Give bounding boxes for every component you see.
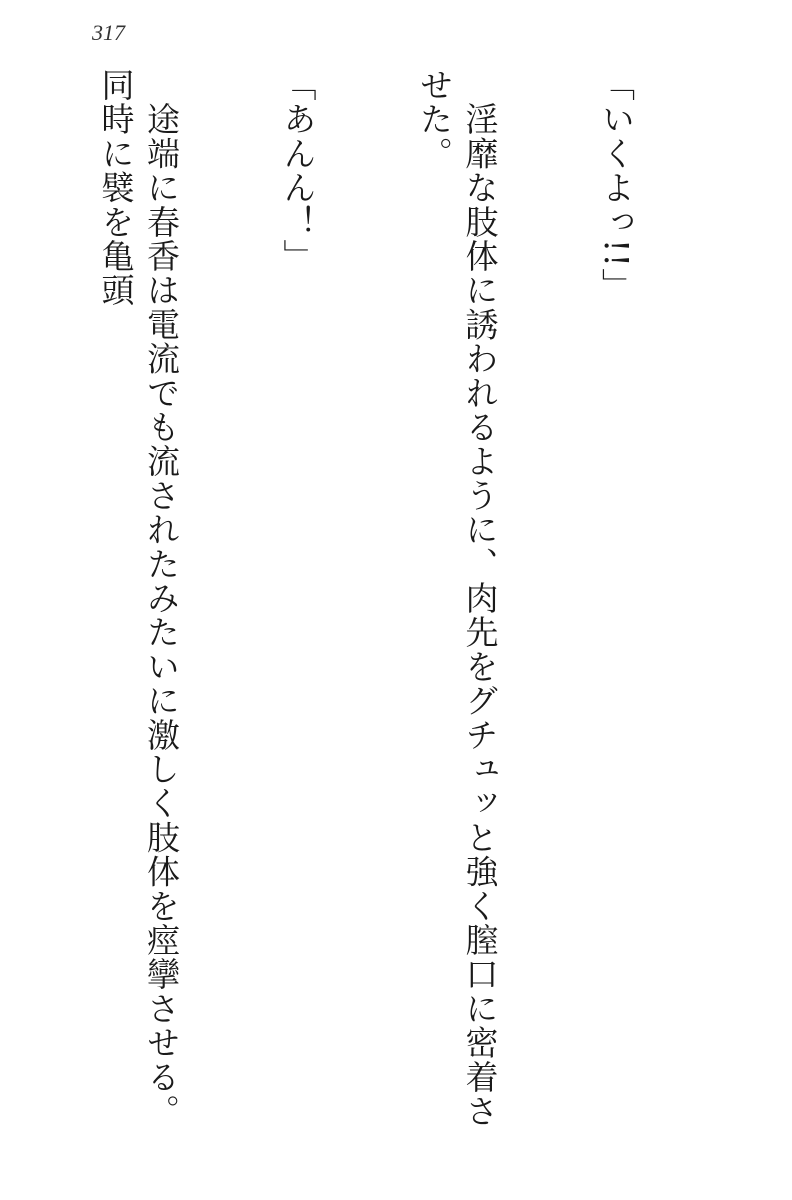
novel-text-body: [0, 68, 730, 1140]
page-number: 317: [92, 20, 125, 45]
text-line: 途端に春香は電流でも流されたみたいに激しく肢体を痙攣させる。同時に襞を亀頭: [96, 68, 181, 1129]
text-line: 「いくよっ!!」: [597, 68, 636, 303]
text-line: 淫靡な肢体に誘われるように、肉先をグチュッと強く膣口に密着させた。: [415, 68, 500, 1129]
text-line: 「あんん！」: [278, 68, 318, 274]
text-line: [0, 68, 2, 1140]
